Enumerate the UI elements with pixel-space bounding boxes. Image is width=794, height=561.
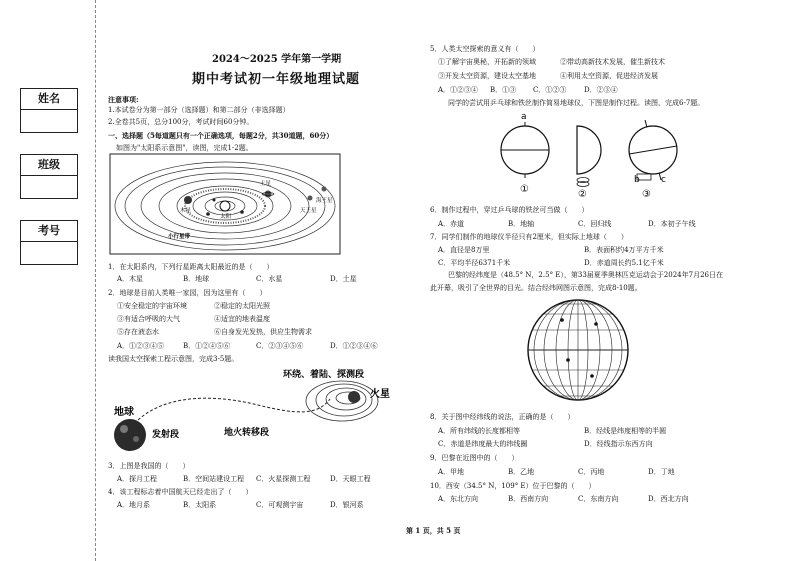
q2-stem: 2．地球是目前人类唯一家园，因为这里有（ ） (108, 289, 267, 297)
label-neptune: 海王星 (316, 198, 333, 204)
uranus-icon (308, 196, 313, 201)
q9-option-d[interactable]: D．丁地 (648, 468, 675, 476)
half-ball-2 (577, 126, 601, 174)
mars-orbits (306, 381, 378, 421)
q5-option-b[interactable]: B．①③ (490, 86, 517, 94)
q10-option-b[interactable]: B．西南方向 (508, 495, 549, 503)
place-ding-point (590, 374, 594, 378)
q10-option-a[interactable]: A．东北方向 (438, 495, 479, 503)
q7-option-d[interactable]: D．赤道周长约5.1亿千米 (584, 259, 664, 267)
label-c: c (661, 175, 666, 185)
place-bing-point (566, 358, 570, 362)
class-label: 班级 (21, 155, 77, 176)
q4-stem: 4．该工程标志着中国航天已经走出了（ ） (108, 488, 253, 496)
notes-heading: 注意事项: (108, 95, 139, 104)
q2-option-d[interactable]: D．①②③④⑥ (330, 342, 378, 350)
label-step3: ③ (642, 189, 651, 200)
label-sun: 太阳 (220, 214, 232, 220)
label-a: a (521, 112, 527, 122)
q4-option-d[interactable]: D．银河系 (330, 501, 364, 509)
label-step2: ② (578, 189, 587, 200)
note-2: 2.全卷共5页，总分100分，考试时间60分钟。 (108, 118, 254, 126)
mars-icon (348, 391, 360, 403)
q2-item-5: ⑤存在液态水 (117, 328, 159, 336)
q2-item-1: ①安全稳定的宇宙环境 (117, 302, 187, 310)
q6-stem: 6．制作过程中，穿过乒乓球的铁丝可当做（ ） (430, 206, 589, 214)
q1-option-d[interactable]: D．土星 (330, 275, 357, 283)
q8-option-b[interactable]: B．经线是纬度相等的半圆 (584, 427, 667, 435)
q5-option-c[interactable]: C．①②③ (533, 86, 567, 94)
section1-heading: 一、选择题（5每道题只有一个正确选项，每题2分，共30道题，60分） (108, 131, 334, 140)
q6-option-b[interactable]: B．地轴 (508, 220, 535, 228)
label-step1: ① (520, 184, 529, 195)
q2-item-4: ④适宜的地表温度 (214, 315, 270, 323)
q5-option-d[interactable]: D．②③④ (584, 86, 618, 94)
q4-option-a[interactable]: A．地月系 (117, 501, 151, 509)
exam-no-label: 考号 (21, 221, 77, 242)
q7-option-c[interactable]: C．平均半径6371千米 (438, 259, 511, 267)
label-saturn: 土星 (260, 181, 272, 187)
globe-intro: 同学的尝试用乒乓球和铁丝制作简易地球仪，下图是制作过程。读图，完成6-7题。 (448, 99, 705, 107)
class-box[interactable] (20, 154, 78, 199)
q1-option-a[interactable]: A．木星 (117, 275, 144, 283)
section1-intro: 如图为"太阳系示意图"，读图，完成1-2题。 (116, 144, 253, 152)
exam-no-box[interactable] (20, 220, 78, 265)
q4-option-c[interactable]: C．可观测宇宙 (256, 501, 304, 509)
neptune-icon (322, 187, 327, 192)
q6-option-a[interactable]: A．赤道 (438, 220, 465, 228)
fold-line (95, 0, 96, 561)
q8-option-d[interactable]: D．经线指示东西方向 (584, 440, 653, 448)
q9-option-c[interactable]: C．丙地 (578, 468, 605, 476)
q5-item-1: ①了解宇宙奥秘，开拓新的领域 (438, 58, 536, 66)
place-jia-point (560, 318, 564, 322)
q10-option-d[interactable]: D．西北方向 (648, 495, 689, 503)
exam-no-field[interactable] (21, 242, 77, 264)
paris-intro-line-1: 巴黎的经纬度是（48.5° N，2.5° E），第33届夏季奥林匹克运动会于2024年7月26日在 (448, 271, 723, 279)
solar-system-figure (110, 154, 340, 254)
label-uranus: 天王星 (300, 208, 317, 214)
q9-stem: 9．巴黎在近图中的（ ） (430, 454, 519, 462)
name-label: 姓名 (21, 89, 77, 110)
label-jupiter: 木星 (180, 208, 192, 214)
q2-item-6: ⑥自身发光发热，供应生物需求 (214, 328, 312, 336)
q2-item-2: ②稳定的太阳光照 (214, 302, 270, 310)
q10-option-c[interactable]: C．东南方向 (578, 495, 619, 503)
earth-label: 地球 (114, 407, 134, 418)
q2-option-a[interactable]: A．①②③④⑤ (117, 342, 165, 350)
q5-item-4: ④利用太空资源，促进经济发展 (560, 72, 658, 80)
q3-stem: 3．上图是我国的（ ） (108, 462, 190, 470)
q3-option-a[interactable]: A．探月工程 (117, 475, 158, 483)
q4-option-b[interactable]: B．太阳系 (183, 501, 217, 509)
page-footer: 第 1 页，共 5 页 (406, 526, 461, 535)
name-field[interactable] (21, 110, 77, 132)
label-b: b (634, 175, 640, 185)
q1-option-c[interactable]: C．水星 (256, 275, 283, 283)
q3-option-b[interactable]: B．空间站建设工程 (183, 475, 245, 483)
q5-option-a[interactable]: A．①②③④ (438, 86, 479, 94)
q1-option-b[interactable]: B．地球 (183, 275, 210, 283)
q7-option-a[interactable]: A．直径是8万里 (438, 246, 490, 254)
globe-making-figure (495, 110, 695, 202)
q7-stem: 7．同学们制作的地球仪半径只有2厘米，但实际上地球（ ） (430, 233, 628, 241)
class-field[interactable] (21, 176, 77, 198)
q1-stem: 1．在太阳系内，下列行星距离太阳最近的是（ ） (108, 263, 274, 271)
q10-stem: 10．西安（34.5° N，109° E）位于巴黎的（ ） (430, 482, 596, 490)
q6-option-d[interactable]: D．本初子午线 (648, 220, 696, 228)
q8-stem: 8．关于图中经纬线的说法，正确的是（ ） (430, 413, 575, 421)
q2-item-3: ③有适合呼吸的大气 (117, 315, 180, 323)
paris-intro-line-2: 此开幕，吸引了全世界的目光。结合经纬网图示意图，完成8-10题。 (430, 284, 642, 292)
q8-option-c[interactable]: C．赤道是纬度最大的纬线圈 (438, 440, 528, 448)
q3-option-d[interactable]: D．天眼工程 (330, 475, 371, 483)
note-1: 1.本试卷分为第一部分（选择题）和第二部分（非选择题） (108, 106, 290, 114)
q9-option-a[interactable]: A．甲地 (438, 468, 465, 476)
jupiter-icon (184, 196, 192, 204)
q8-option-a[interactable]: A．所有纬线的长度都相等 (438, 427, 521, 435)
q2-option-b[interactable]: B．①②④⑤⑥ (183, 342, 231, 350)
q6-option-c[interactable]: C．回归线 (578, 220, 612, 228)
mars-mission-figure (108, 365, 398, 457)
q7-option-b[interactable]: B．表面积约4万平方千米 (584, 246, 664, 254)
launch-label: 发射段 (152, 430, 180, 440)
label-asteroid-belt: 小行星带 (168, 234, 191, 240)
transfer-label: 地火转移段 (224, 428, 270, 438)
q5-item-2: ②带动高新技术发展，催生新技术 (560, 58, 665, 66)
graticule-globe-figure (520, 296, 636, 404)
q3-option-c[interactable]: C．火星探测工程 (256, 475, 311, 483)
q9-option-b[interactable]: B．乙地 (508, 468, 535, 476)
q5-item-3: ③开发太空资源，建设太空基地 (438, 72, 536, 80)
name-box[interactable] (20, 88, 78, 133)
mars-label: 火星 (370, 389, 390, 400)
space-intro: 读我国太空探索工程示意图，完成3-5题。 (108, 355, 239, 363)
stage-top-label: 环绕、着陆、探测段 (283, 370, 365, 380)
place-yi-point (594, 322, 598, 326)
transfer-path (138, 398, 330, 420)
earth-icon (114, 419, 146, 451)
q5-stem: 5．人类太空探索的意义有（ ） (430, 45, 540, 53)
sun-icon (220, 201, 230, 211)
q2-option-c[interactable]: C．②③④⑤⑥ (256, 342, 304, 350)
school-year: 2024～2025 学年第一学期 (212, 54, 342, 65)
saturn-icon (265, 191, 272, 198)
page-title: 期中考试初一年级地理试题 (192, 72, 361, 87)
